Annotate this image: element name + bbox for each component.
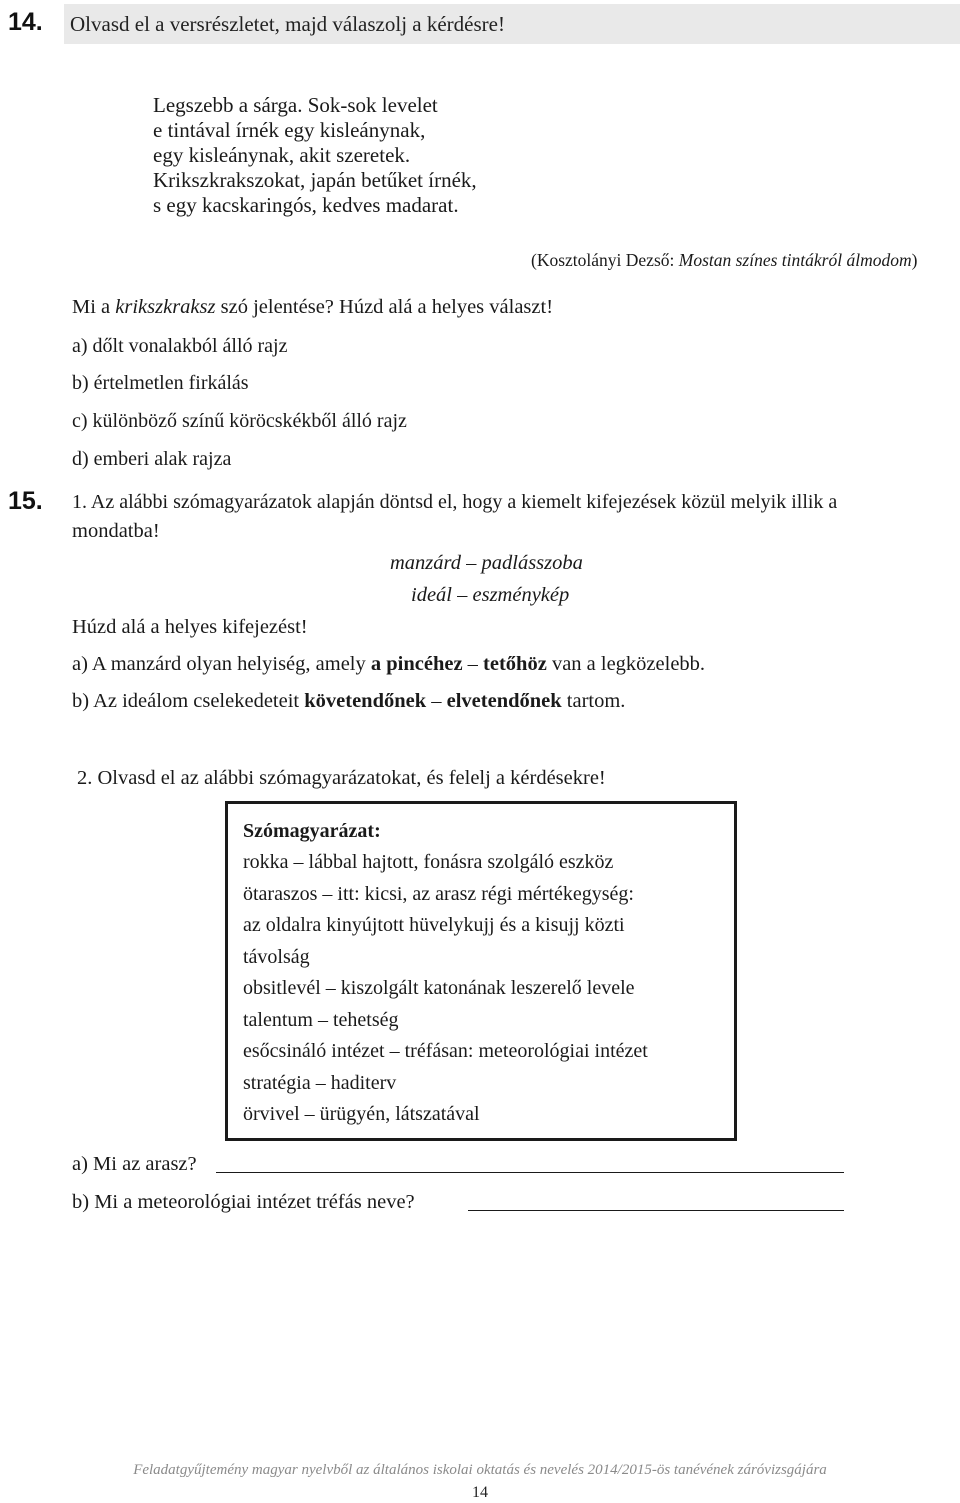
option-d[interactable]: d) emberi alak rajza — [72, 448, 232, 470]
sentence-a — [72, 653, 705, 676]
glossary-entry: az oldalra kinyújtott hüvelykujj és a kisujj közti — [243, 914, 625, 936]
poem — [153, 89, 477, 222]
definition-ideal: ideál – eszménykép — [411, 584, 570, 606]
sentence-b-post: tartom. — [561, 690, 626, 712]
glossary-title: Szómagyarázat: — [243, 820, 381, 842]
task-14-instruction: Olvasd el a versrészletet, majd válaszolj a kérdésre! — [70, 12, 505, 36]
sentence-a-pre: a) A manzárd olyan helyiség, amely — [72, 653, 371, 675]
option-b[interactable]: b) értelmetlen firkálás — [72, 372, 249, 394]
task-14-number: 14. — [8, 8, 43, 36]
question-b: b) Mi a meteorológiai intézet tréfás neve? — [72, 1191, 415, 1213]
task-15-part1-line1: 1. Az alábbi szómagyarázatok alapján döntsd el, hogy a kiemelt kifejezések közül melyik illik a — [72, 491, 838, 513]
question-post: szó jelentése? Húzd alá a helyes választ! — [215, 296, 554, 318]
definition-manzard: manzárd – padlásszoba — [390, 552, 583, 574]
poem-line: e tintával írnék egy kisleánynak, — [153, 118, 426, 142]
option-a[interactable]: a) dőlt vonalakból álló rajz — [72, 335, 288, 357]
poem-source-title: Mostan színes tintákról álmodom — [678, 250, 912, 270]
glossary-entry: esőcsináló intézet – tréfásan: meteorológiai intézet — [243, 1040, 648, 1062]
sentence-b-option-1[interactable]: követendőnek — [304, 690, 427, 712]
sentence-a-option-2[interactable]: tetőhöz — [483, 653, 547, 675]
footer-text: Feladatgyűjtemény magyar nyelvből az általános iskolai oktatás és nevelés 2014/2015-ös tanévének záróvizsgájára — [133, 1462, 827, 1478]
glossary-entry: rokka – lábbal hajtott, fonásra szolgáló eszköz — [243, 851, 614, 873]
poem-line: egy kisleánynak, akit szeretek. — [153, 143, 411, 167]
answer-line-b[interactable] — [468, 1210, 844, 1211]
sentence-a-post: van a legközelebb. — [546, 653, 706, 675]
task-14-header — [64, 4, 960, 44]
sentence-b-option-2[interactable]: elvetendőnek — [446, 690, 562, 712]
task-15-part1-line2: mondatba! — [72, 520, 160, 542]
sentence-b-dash: – — [426, 690, 447, 712]
task-14-question — [72, 296, 553, 319]
glossary-entry: ötaraszos – itt: kicsi, az arasz régi mértékegység: — [243, 883, 634, 905]
poem-source-open: (Kosztolányi Dezső: — [531, 250, 679, 270]
poem-line: Legszebb a sárga. Sok-sok levelet — [153, 93, 438, 117]
glossary-entry: stratégia – haditerv — [243, 1072, 397, 1094]
glossary-box — [225, 801, 737, 1141]
underline-instruction: Húzd alá a helyes kifejezést! — [72, 616, 308, 638]
question-word: krikszkraksz — [115, 296, 216, 318]
option-c[interactable]: c) különböző színű köröcskékből álló rajz — [72, 410, 407, 432]
poem-line: Krikszkrakszokat, japán betűket írnék, — [153, 168, 477, 192]
sentence-a-option-1[interactable]: a pincéhez — [370, 653, 463, 675]
glossary-entry: távolság — [243, 946, 310, 968]
glossary-entry: talentum – tehetség — [243, 1009, 399, 1031]
answer-line-a[interactable] — [216, 1172, 844, 1173]
glossary-entry: örvivel – ürügyén, látszatával — [243, 1103, 480, 1125]
poem-source-close: ) — [911, 250, 918, 270]
task-15-number: 15. — [8, 487, 43, 515]
question-a: a) Mi az arasz? — [72, 1153, 197, 1175]
poem-line: s egy kacskaringós, kedves madarat. — [153, 193, 459, 217]
task-15-part2-instruction: 2. Olvasd el az alábbi szómagyarázatokat, és felelj a kérdésekre! — [77, 767, 606, 789]
sentence-b-pre: b) Az ideálom cselekedeteit — [72, 690, 305, 712]
page-number: 14 — [472, 1484, 488, 1501]
poem-source — [531, 250, 917, 271]
glossary-entry: obsitlevél – kiszolgált katonának leszerelő levele — [243, 977, 635, 999]
question-pre: Mi a — [72, 296, 116, 318]
sentence-b — [72, 690, 625, 713]
sentence-a-dash: – — [462, 653, 484, 675]
